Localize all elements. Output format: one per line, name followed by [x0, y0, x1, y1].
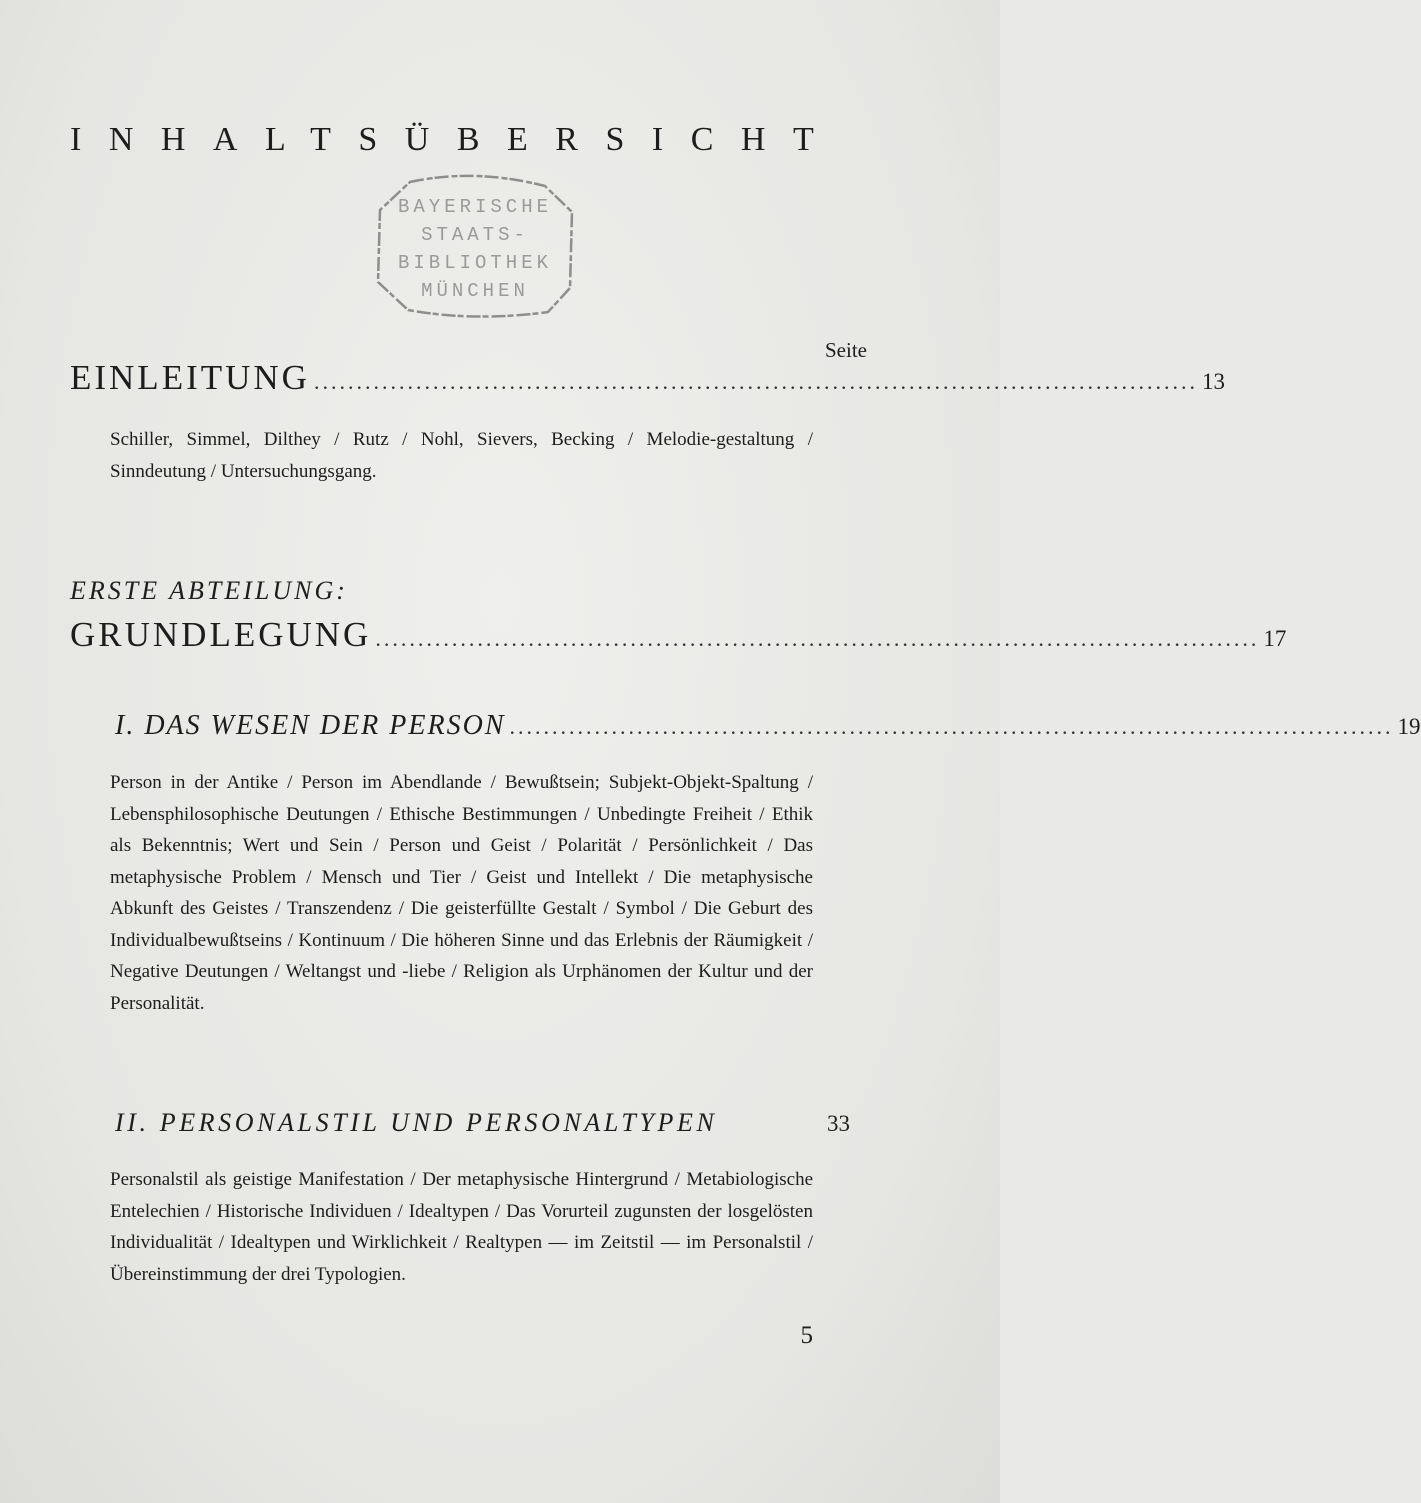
- chapter-description: Person in der Antike / Person im Abendlande / Bewußtsein; Subjekt-Objekt-Spaltung / Lebensphilosophische Deutungen / Ethische Bestimmungen / Unbedingte Freiheit / Ethik als Bekenntnis; Wert und Sein / Person und Geist / Polarität / Persönlichkeit / Das metaphysische Problem / Mensch und Tier / Geist und Intellekt / Die metaphysische Abkunft des Geistes / Transzendenz / Die geisterfüllte Gestalt / Symbol / Die Geburt des Individualbewußtseins / Kontinuum / Die höheren Sinne und das Erlebnis der Räumigkeit / Negative Deutungen / Weltangst und -liebe / Religion als Urphänomen der Kultur und der Personalität.: [110, 772, 813, 1014]
- folio-page-number: 5: [800, 1322, 813, 1349]
- leader-dots: ........................................................................................................: [509, 714, 1394, 739]
- chapter-heading: II. PERSONALSTIL UND PERSONALTYPEN: [115, 1108, 718, 1137]
- leader-dots: ........................................................................................................: [313, 369, 1198, 394]
- chapter-heading: I. DAS WESEN DER PERSON: [115, 710, 506, 741]
- library-stamp: [370, 170, 580, 320]
- section-heading: GRUNDLEGUNG: [70, 615, 372, 654]
- part-label: ERSTE ABTEILUNG:: [70, 576, 348, 605]
- section-description: Schiller, Simmel, Dilthey / Rutz / Nohl, Sievers, Becking / Melodie-gestaltung / Sinndeutung / Untersuchungsgang.: [110, 429, 813, 482]
- stamp-line-3: BIBLIOTHEK: [397, 252, 553, 274]
- page-number: 17: [1263, 626, 1287, 651]
- leader-dots: ........................................................................................................: [375, 626, 1260, 651]
- page-number: 13: [1201, 369, 1225, 394]
- stamp-line-2: STAATS-: [421, 224, 529, 246]
- stamp-line-1: BAYERISCHE: [397, 196, 553, 218]
- section-heading: EINLEITUNG: [70, 358, 310, 397]
- page-number: 19: [1397, 714, 1421, 739]
- page-title: INHALTSÜBERSICHT: [70, 121, 842, 158]
- stamp-line-4: MÜNCHEN: [421, 280, 529, 302]
- toc-entry-chapter-1: [115, 710, 1421, 742]
- toc-entry-einleitung: [70, 358, 1225, 398]
- toc-entry-chapter-2: [115, 1108, 850, 1138]
- chapter-description: Personalstil als geistige Manifestation / Der metaphysische Hintergrund / Metabiologische Entelechien / Historische Individuen / Idealtypen / Das Vorurteil zugunsten der losgelösten Individualität / Idealtypen und Wirklichkeit / Realtypen — im Zeitstil — im Personalstil / Übereinstimmung der drei Typologien.: [110, 1169, 813, 1285]
- page-column-label: Seite: [825, 338, 867, 362]
- page-number: 33: [827, 1111, 850, 1136]
- toc-entry-grundlegung: [70, 615, 1287, 655]
